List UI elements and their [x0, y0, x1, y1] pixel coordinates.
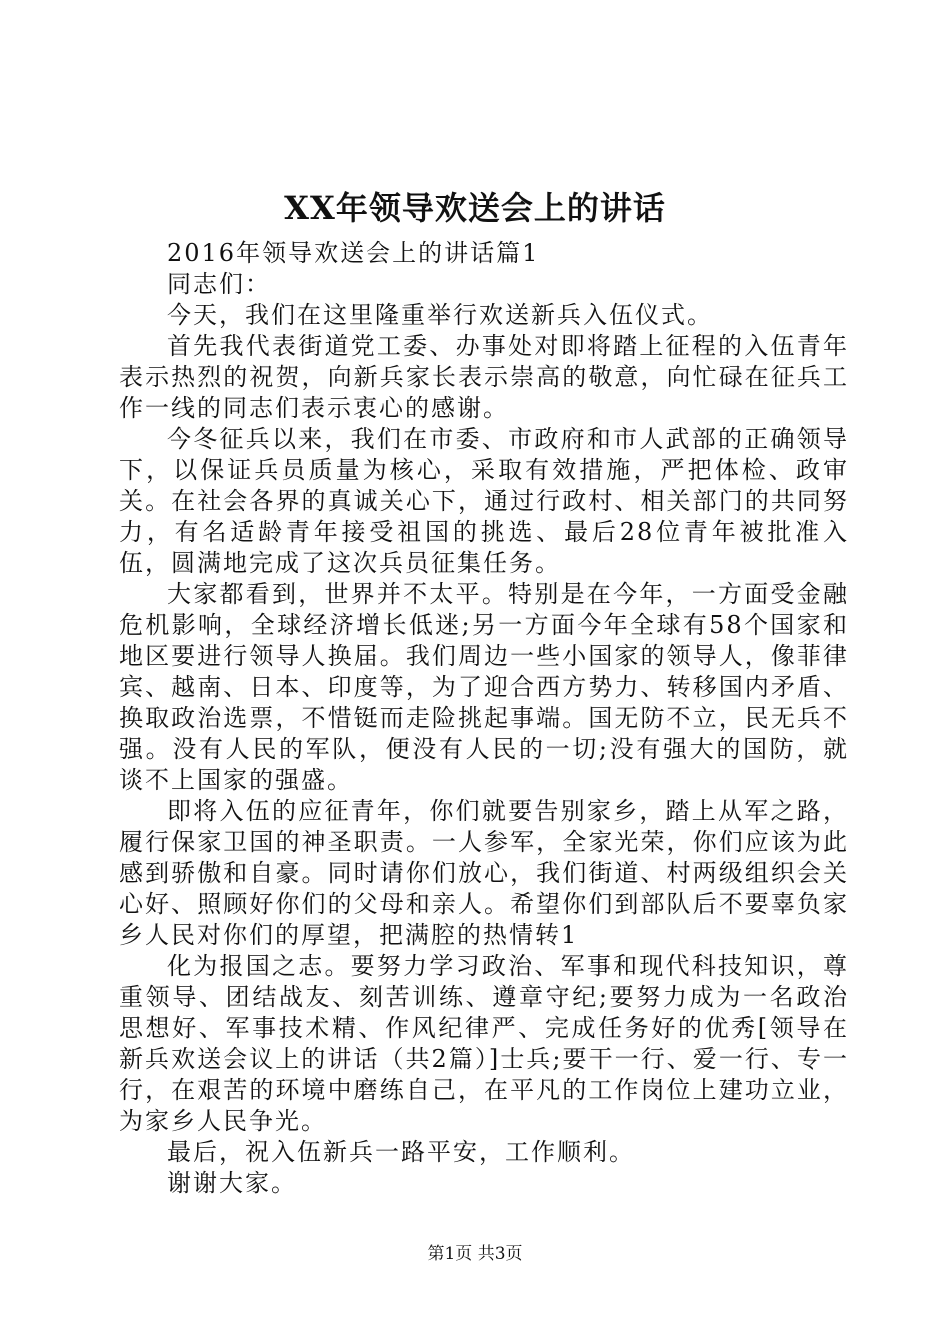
salutation-paragraph: 同志们： [167, 270, 271, 298]
body-paragraph: 今天，我们在这里隆重举行欢送新兵入伍仪式。 [167, 301, 713, 329]
document-body [119, 238, 849, 1199]
body-paragraph: 今冬征兵以来，我们在市委、市政府和市人武部的正确领导下，以保证兵员质量为核心，采取有效措施，严把体检、政审关。在社会各界的真诚关心下，通过行政村、相关部门的共同努力，有名适龄青年接受祖国的挑选、最后28位青年被批准入伍，圆满地完成了这次兵员征集任务。 [119, 425, 849, 577]
closing-paragraph: 最后，祝入伍新兵一路平安，工作顺利。 [167, 1138, 635, 1166]
body-paragraph: 首先我代表街道党工委、办事处对即将踏上征程的入伍青年表示热烈的祝贺，向新兵家长表示崇高的敬意，向忙碌在征兵工作一线的同志们表示衷心的感谢。 [119, 332, 849, 422]
subtitle-paragraph: 2016年领导欢送会上的讲话篇1 [167, 239, 540, 267]
body-paragraph: 化为报国之志。要努力学习政治、军事和现代科技知识，尊重领导、团结战友、刻苦训练、遵章守纪;要努力成为一名政治思想好、军事技术精、作风纪律严、完成任务好的优秀[领导在新兵欢送会议上的讲话（共2篇）]士兵;要干一行、爱一行、专一行，在艰苦的环境中磨练自己，在平凡的工作岗位上建功立业，为家乡人民争光。 [119, 952, 849, 1135]
body-paragraph: 即将入伍的应征青年，你们就要告别家乡，踏上从军之路，履行保家卫国的神圣职责。一人参军，全家光荣，你们应该为此感到骄傲和自豪。同时请你们放心，我们街道、村两级组织会关心好、照顾好你们的父母和亲人。希望你们到部队后不要辜负家乡人民对你们的厚望，把满腔的热情转1 [119, 797, 849, 949]
page-footer: 第1页 共3页 [427, 1244, 523, 1264]
document-title: XX年领导欢送会上的讲话 [284, 189, 666, 227]
body-paragraph: 大家都看到，世界并不太平。特别是在今年，一方面受金融危机影响，全球经济增长低迷;另一方面今年全球有58个国家和地区要进行领导人换届。我们周边一些小国家的领导人，像菲律宾、越南、日本、印度等，为了迎合西方势力、转移国内矛盾、换取政治选票，不惜铤而走险挑起事端。国无防不立，民无兵不强。没有人民的军队，便没有人民的一切;没有强大的国防，就谈不上国家的强盛。 [119, 580, 849, 794]
thanks-paragraph: 谢谢大家。 [167, 1169, 297, 1197]
